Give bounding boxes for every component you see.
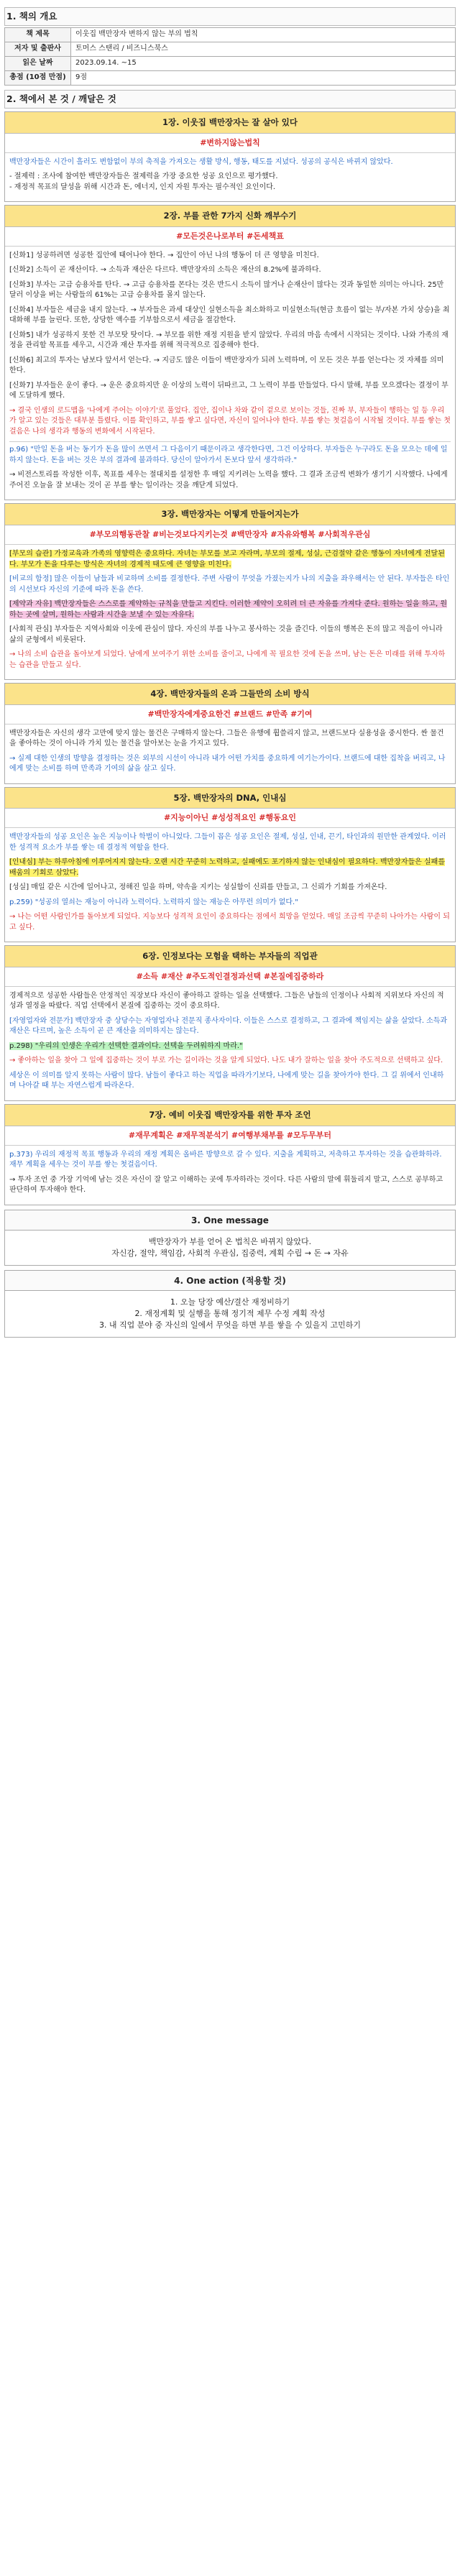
hashtags: #지능이아닌 #성성적요인 #행동요인: [5, 809, 455, 828]
section-title: 2. 책에서 본 것 / 깨달은 것: [4, 90, 456, 109]
myth-item: [신화3] 부자는 고급 승용차를 탄다. → 고급 승용차를 몬다는 것은 반드시 소득이 많거나 순재산이 많다는 것과 동일한 의미는 아니다. 25만 달러 이상을 버는 사람들의 61%는 고급 승용차를 몰지 않는다.: [9, 280, 444, 300]
paragraph: - 절제력 : 조사에 참여한 백만장자들은 절제력을 가장 중요한 성공 요인으로 평가했다. - 재정적 목표의 달성을 위해 시간과 돈, 에너지, 인지 자원 투자는 필수적인 요인이다.: [9, 172, 278, 191]
table-row: [5, 71, 456, 86]
highlight: [부모의 습관] 가정교육과 가족의 영향력은 중요하다. 자녀는 부모를 보고 자라며, 부모의 절제, 성실, 근검절약 같은 행동이 자녀에게 전달된다. 부모가 돈을 다루는 방식은 자녀의 경제적 태도에 큰 영향을 미친다.: [9, 550, 445, 569]
highlight: [인내심] 부는 하루아침에 이루어지지 않는다. 오랜 시간 꾸준히 노력하고, 실패에도 포기하지 않는 인내심이 필요하다. 백만장자들은 실패를 배움의 기회로 삼았다.: [9, 858, 445, 877]
chapter-box: [4, 787, 456, 943]
paragraph: p.373) 우리의 재정적 목표 행동과 우리의 재정 계획은 올바른 방향으로 갈 수 있다. 지출을 계획하고, 저축하고 투자하는 것을 습관화하라. 재무 계획을 세우는 것이 부를 쌓는 첫걸음이다.: [9, 1150, 442, 1169]
paragraph: [9, 857, 451, 878]
paragraph: 백만장자들의 성공 요인은 높은 지능이나 학벌이 아니었다. 그들이 꼽은 성공 요인은 절제, 성실, 인내, 끈기, 타인과의 원만한 관계였다. 이러한 성격적 요소가 부를 쌓는 데 결정적 역할을 한다.: [9, 833, 446, 852]
book-info-table: [4, 27, 456, 86]
section-title: 3. One message: [4, 1210, 456, 1230]
chapter-box: [4, 111, 456, 202]
chapter-heading: 4장. 백만장자들의 온과 그들만의 소비 방식: [5, 684, 455, 705]
highlight: [제약과 자유] 백만장자들은 스스로를 제약하는 규칙을 만들고 지킨다. 이러한 제약이 오히려 더 큰 자유를 가져다 준다. 원하는 일을 하고, 원하는 곳에 살며, 원하는 사람과 시간을 보낼 수 있는 자유다.: [9, 600, 448, 619]
reflection: → 나는 어떤 사람인가를 돌아보게 되었다. 지능보다 성격적 요인이 중요하다는 점에서 희망을 얻었다. 매일 조금씩 꾸준히 나아가는 사람이 되고 싶다.: [9, 913, 450, 932]
paragraph: [9, 549, 451, 570]
info-key: 읽은 날짜: [5, 57, 71, 71]
myth-item: [신화5] 내가 성공하지 못한 건 부모탓 탓이다. → 부모를 위한 재정 지원을 받지 않았다. 우리의 마음 속에서 시작되는 것이다. 나와 가족의 재정을 관리할 목표를 세우고, 시간과 재산 투자를 위해 적극적으로 집중해야 한다.: [9, 331, 448, 350]
myth-item: [신화2] 소득이 곧 재산이다. → 소득과 재산은 다르다. 백만장자의 소득은 재산의 8.2%에 불과하다.: [9, 266, 321, 275]
chapter-heading: 5장. 백만장자의 DNA, 인내심: [5, 788, 455, 809]
info-key: 저자 및 출판사: [5, 42, 71, 57]
message-line: 백만장자가 부를 얻어 온 법칙은 바뀌지 않았다.: [148, 1236, 312, 1246]
myth-item: [신화7] 부자들은 운이 좋다. → 운은 중요하지만 운 이상의 노력이 뒤따르고, 그 노력이 부를 만들었다. 다시 말해, 부를 모으겠다는 결정이 부에 도달하게 했다.: [9, 381, 448, 400]
reflection: → 비전스토리를 작성한 이후, 목표를 세우는 절대치를 설정한 후 매일 지키려는 노력을 했다. 그 결과 조금씩 변화가 생기기 시작했다. 나에게 주어진 오늘을 잘 보내는 것이 곧 부를 쌓는 일이라는 것을 깨닫게 되었다.: [9, 471, 448, 489]
myth-item: [신화1] 성공하려면 성공한 집안에 태어나야 한다. → 집안이 아닌 나의 행동이 더 큰 영향을 미친다.: [9, 251, 319, 259]
one-action-box: [4, 1291, 456, 1338]
info-key: 책 제목: [5, 28, 71, 42]
info-value: 이웃집 백만장자 변하지 않는 부의 법칙: [71, 28, 456, 42]
section-title: 4. One action (적용할 것): [4, 1270, 456, 1291]
action-item: 3. 내 직업 분야 중 자신의 일에서 무엇을 하면 부를 쌓을 수 있을지 고민하기: [98, 1320, 362, 1330]
paragraph: 세상은 이 의미를 알지 못하는 사람이 많다. 남들이 좋다고 하는 직업을 따라가기보다, 나에게 맞는 길을 찾아가야 한다. 그 길 위에서 인내하며 나아갈 때 부는 자연스럽게 따라온다.: [9, 1071, 444, 1090]
chapter-heading: 3장. 백만장자는 어떻게 만들어지는가: [5, 504, 455, 525]
paragraph: 백만장자들은 자신의 생각 고만에 맞지 않는 물건은 구매하지 않는다. 그들은 유행에 휩쓸리지 않고, 브랜드보다 실용성을 중시한다. 싼 물건을 좋아하는 것이 아니라 가치 있는 물건을 알아보는 눈을 가지고 있다.: [9, 729, 444, 748]
section-title: 1. 책의 개요: [4, 7, 456, 26]
hashtags: #부모의행동관찰 #비는것보다지키는것 #백만장자 #자유와행복 #사회적우관심: [5, 525, 455, 545]
chapter-heading: 1장. 이웃집 백만장자는 잘 살아 있다: [5, 112, 455, 134]
myth-item: [신화6] 최고의 투자는 남보다 앞서서 얻는다. → 지금도 많은 이들이 백만장자가 되려 노력하며, 이 모든 것은 부를 얻는다는 것 자체를 의미한다.: [9, 356, 444, 375]
paragraph: 백만장자들은 시간이 흘러도 변함없이 부의 축적을 가져오는 생활 방식, 행동, 태도를 지녔다. 성공의 공식은 바뀌지 않았다.: [9, 157, 393, 166]
table-row: [5, 28, 456, 42]
paragraph: [9, 599, 451, 620]
myth-item: [신화4] 부자들은 세금을 내지 않는다. → 부자들은 과세 대상인 실현소득을 최소화하고 미실현소득(현금 흐름이 없는 부/자본 가치 상승)을 최대화해 부를 늘린다. 또한, 상당한 액수를 기부함으로서 세금을 절감한다.: [9, 305, 450, 325]
quote: p.96) "만일 돈을 버는 동기가 돈을 많이 쓰면서 그 다음이기 때문이라고 생각한다면, 그건 이상하다. 부자들은 누구라도 돈을 모으는 데에 일하지 않는다. 돈을 버는 것은 부의 결과에 불과하다. 당신이 알아가서 돈보다 앞서 생각하라.": [9, 446, 448, 464]
chapter-box: [4, 945, 456, 1101]
hashtags: #변하지않는법칙: [5, 134, 455, 153]
quote: p.259) "성공의 열쇠는 재능이 아니라 노력이다. 노력하지 않는 재능은 아무런 의미가 없다.": [9, 898, 298, 906]
table-row: [5, 57, 456, 71]
hashtags: #모든것은나로부터 #돈세책표: [5, 227, 455, 247]
chapter-heading: 7장. 예비 이웃집 백만장자를 위한 투자 조언: [5, 1105, 455, 1126]
message-line: 자신감, 절약, 책임감, 사회적 우관심, 집중력, 계획 수립 → 돈 → 자유: [111, 1248, 349, 1258]
reflection: → 좋아하는 일을 찾아 그 일에 집중하는 것이 부로 가는 길이라는 것을 알게 되었다. 나도 내가 잘하는 일을 찾아 주도적으로 선택하고 싶다.: [9, 1057, 443, 1065]
chapter-box: [4, 205, 456, 500]
chapter-box: [4, 503, 456, 680]
reflection: → 실제 대한 인생의 방향을 결정하는 것은 외부의 시선이 아니라 내가 어떤 가치를 중요하게 여기는가이다. 브랜드에 대한 집착을 버리고, 나에게 맞는 소비를 하며 만족과 기여의 삶을 살고 싶다.: [9, 754, 446, 773]
hashtags: #소득 #재산 #주도적인결정과선택 #본질에집중하라: [5, 967, 455, 987]
reflection: → 나의 소비 습관을 돌아보게 되었다. 남에게 보여주기 위한 소비를 줄이고, 나에게 꼭 필요한 것에 돈을 쓰며, 남는 돈은 미래를 위해 투자하는 습관을 만들고 싶다.: [9, 650, 446, 669]
chapter-box: [4, 683, 456, 784]
hashtags: #재무계획은 #재무적분석기 #여행부채부를 #모두무부터: [5, 1126, 455, 1146]
chapter-box: [4, 1104, 456, 1205]
paragraph: [자영업자와 전문가] 백만장자 중 상당수는 자영업자나 전문직 종사자이다. 이들은 스스로 결정하고, 그 결과에 책임지는 삶을 살았다. 소득과 재산은 다르며, 높은 소득이 곧 큰 재산을 의미하지는 않는다.: [9, 1016, 448, 1036]
myth-conclusion: → 결국 인생의 로드맵을 '나에게 주어는 이야기'로 풀었다. 집안, 집이나 차와 같이 겉으로 보이는 것들, 진짜 부, 부자들이 행하는 일 등 우리가 알고 있는 것들은 대부분 틀렸다. 이를 확인하고, 부를 쌓고 싶다면, 자신이 일어나야 한다. 부를 쌓는 첫걸음이 시작될 것이다. 부를 쌓는 첫걸음은 나의 생각과 행동의 변화에서 시작된다.: [9, 406, 451, 436]
chapter-heading: 2장. 부를 관한 7가지 신화 깨부수기: [5, 206, 455, 227]
quote: [9, 1041, 451, 1052]
info-key: 총점 (10점 만점): [5, 71, 71, 86]
paragraph: [성실] 매일 같은 시간에 일어나고, 정해진 일을 하며, 약속을 지키는 성실함이 신뢰를 만들고, 그 신뢰가 기회를 가져온다.: [9, 883, 387, 892]
action-item: 1. 오늘 당장 예산/결산 재정비하기: [170, 1297, 290, 1307]
paragraph: 경제적으로 성공한 사람들은 안정적인 직장보다 자신이 좋아하고 잘하는 일을 선택했다. 그들은 남들의 인정이나 사회적 지위보다 자신의 적성과 열정을 따랐다. 직업 선택에서 본질에 집중하는 것이 중요하다.: [9, 991, 444, 1011]
paragraph: [사회적 관심] 부자들은 지역사회와 이웃에 관심이 많다. 자신의 부를 나누고 봉사하는 것을 즐긴다. 이들의 행복은 돈의 많고 적음이 아니라 삶의 균형에서 비롯된다.: [9, 625, 443, 644]
info-value: 토머스 스탠리 / 비즈니스북스: [71, 42, 456, 57]
hashtags: #백만장자에게중요한건 #브랜드 #만족 #기여: [5, 705, 455, 724]
table-row: [5, 42, 456, 57]
one-message-box: [4, 1230, 456, 1266]
info-value: 2023.09.14. ~15: [71, 57, 456, 71]
reflection: → 투자 조언 중 가장 기억에 남는 것은 자신이 잘 알고 이해하는 곳에 투자하라는 것이다. 다른 사람의 말에 휘둘리지 말고, 스스로 공부하고 판단하여 투자해야 한다.: [9, 1175, 443, 1195]
info-value: 9점: [71, 71, 456, 86]
highlight: p.298) "우리의 인생은 우리가 선택한 결과이다. 선택을 두려워하지 마라.": [9, 1041, 243, 1050]
paragraph: [비교의 함정] 많은 이들이 남들과 비교하며 소비를 결정한다. 주변 사람이 무엇을 가졌는지가 나의 지출을 좌우해서는 안 된다. 부자들은 타인의 시선보다 자신의 기준에 따라 돈을 쓴다.: [9, 575, 450, 594]
action-item: 2. 재정계획 및 실행을 통해 정기적 제무 수정 계획 작성: [134, 1309, 326, 1319]
chapter-heading: 6장. 인정보다는 모험을 택하는 부자들의 직업관: [5, 946, 455, 967]
